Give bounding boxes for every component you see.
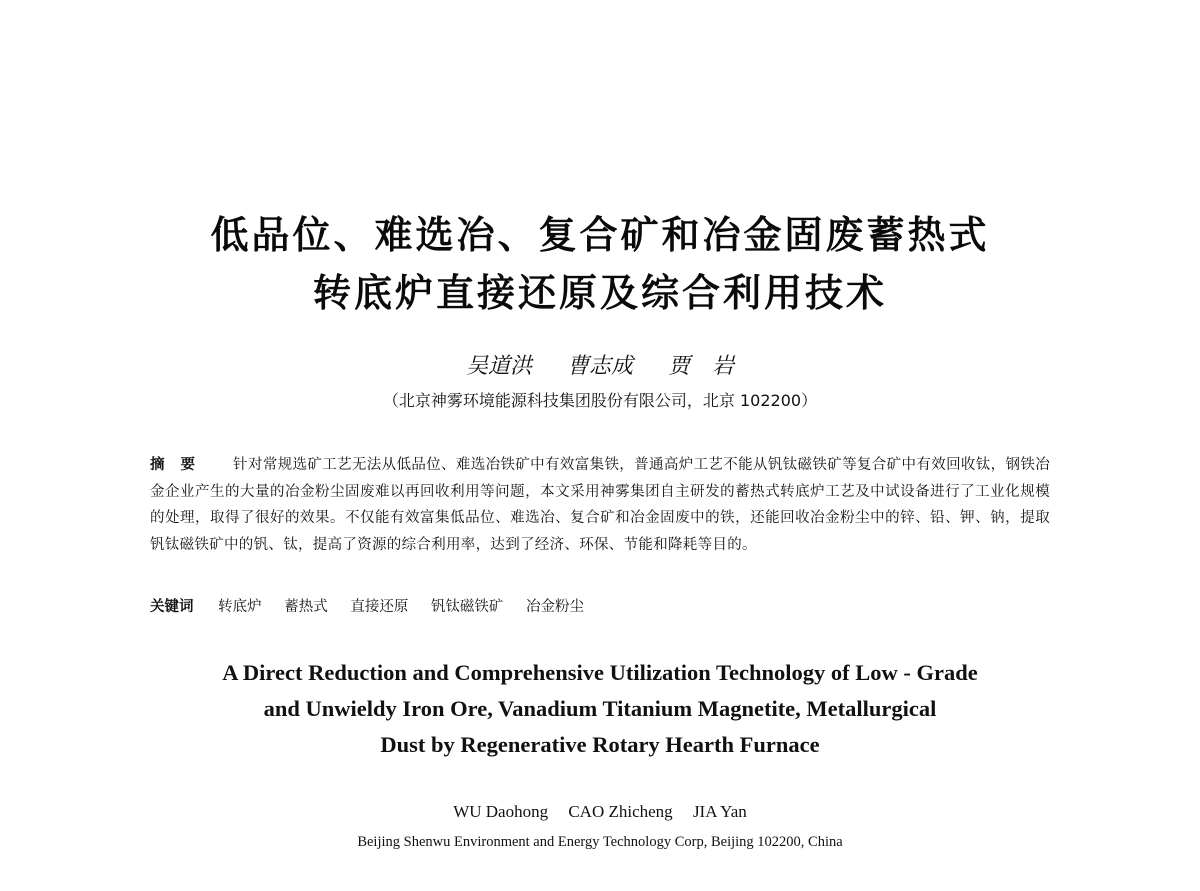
keyword: 转底炉 (218, 599, 262, 615)
english-title-line-3: Dust by Regenerative Rotary Hearth Furnace (380, 732, 820, 757)
chinese-title-line-1: 低品位、难选冶、复合矿和冶金固废蓄热式 (210, 213, 990, 257)
english-affiliation: Beijing Shenwu Environment and Energy Technology Corp, Beijing 102200, China (357, 834, 843, 850)
keywords-label: 关键词 (150, 599, 194, 615)
english-title-line-1: A Direct Reduction and Comprehensive Utilization Technology of Low - Grade (222, 660, 978, 685)
chinese-title-line-2: 转底炉直接还原及综合利用技术 (312, 271, 887, 315)
english-title-line-2: and Unwieldy Iron Ore, Vanadium Titanium Magnetite, Metallurgical (263, 696, 937, 721)
keyword: 直接还原 (350, 599, 409, 615)
chinese-affiliation: （北京神雾环境能源科技集团股份有限公司，北京 102200） (382, 391, 818, 410)
keyword: 蓄热式 (284, 599, 328, 615)
author-name: CAO Zhicheng (568, 802, 673, 821)
keyword: 钒钛磁铁矿 (430, 599, 504, 615)
author-name: 曹志成 (566, 354, 633, 379)
chinese-authors (0, 356, 1200, 378)
abstract-label: 摘要 (150, 457, 212, 473)
author-name: 贾 岩 (668, 354, 735, 379)
author-name: 吴道洪 (465, 354, 532, 379)
abstract-text: 针对常规选矿工艺无法从低品位、难选冶铁矿中有效富集铁，普通高炉工艺不能从钒钛磁铁矿等复合矿中有效回收钛，钢铁冶金企业产生的大量的冶金粉尘固废难以再回收利用等问题，本文采用神雾集团自主研发的蓄热式转底炉工艺及中试设备进行了工业化规模的处理，取得了很好的效果。不仅能有效富集低品位、难选冶、复合矿和冶金固废中的铁，还能回收冶金粉尘中的锌、铅、钾、钠，提取钒钛磁铁矿中的钒、钛，提高了资源的综合利用率，达到了经济、环保、节能和降耗等目的。 (150, 457, 1050, 553)
chinese-keywords (150, 600, 1050, 615)
author-name: JIA Yan (692, 802, 747, 821)
keyword: 冶金粉尘 (526, 599, 585, 615)
author-name: WU Daohong (453, 802, 549, 821)
chinese-abstract (150, 452, 1050, 558)
english-authors (0, 803, 1200, 820)
